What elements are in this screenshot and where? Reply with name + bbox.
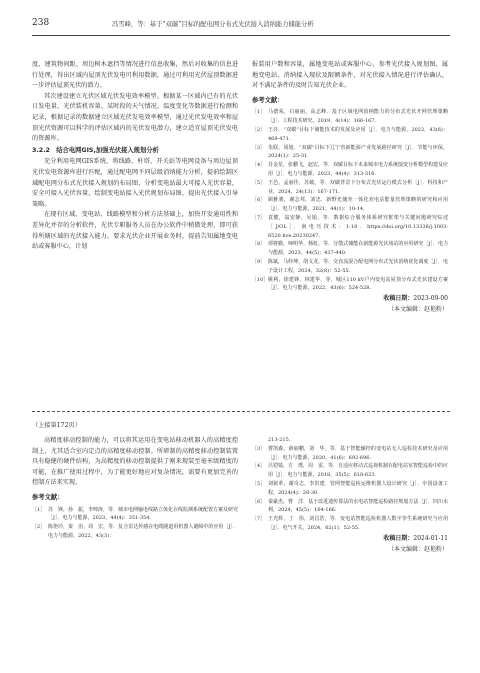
received-label: 收稿日期： <box>383 295 414 303</box>
reference-number: ［5］ <box>252 179 266 186</box>
upper-left-column <box>32 60 238 253</box>
reference-number: ［3］ <box>252 144 266 151</box>
body-paragraph: 报装用户数和容量，属地变电站或客服中心，参考光伏接入规划图，属地变电站，消纳接入现状及限额条件，对光伏接入情况进行评估确认，对不满足条件的及时告知光伏企业。 <box>252 61 448 90</box>
reference-item <box>32 523 238 541</box>
reference-item <box>252 498 448 516</box>
body-paragraph: 充分利用电网GIS系统，将线路、杆塔、开关站等电网设备与周边屋顶光伏发电资源库进行匹配，通过配电网不同层级消纳能力分析，提前绘制区域配电网分布式光伏接入规划的布局图，分析变电站最大可接入光伏容量，安全可接入光伏容量，绘制变电站接入光伏规划布局图，提出光伏接入引导策略。 <box>32 158 238 208</box>
reference-item <box>252 276 448 294</box>
reference-item <box>252 214 448 240</box>
reference-text: 顾雅骏，谢志邦，刘忠．新野光储充一体化充电站能量管理策略的研究和应用［J］．电力与能源，2021，44(1)：10-14. <box>268 197 448 213</box>
body-paragraph: 其次建设建立光伏区域光伏发电效率模型。根据某一区域内已有的光伏日发电量、光伏装机容量、某时段的天气情况、温度变化等数据进行检测和记录，根据记录的数据建立区域光伏发电效率模型，通过光伏发电效率和屋顶光伏资源可以科学的评估区域内的光伏发电潜力，建立适宜屋顶光伏发电的资源库。 <box>32 92 238 143</box>
reference-list <box>252 445 448 533</box>
reference-item <box>252 196 448 214</box>
received-date: 2024-01-11 <box>413 534 448 542</box>
reference-text: 秦豪杰，曹 洋．基于改进遗传算法的水电站智能巡检路径规划方法［J］．四川水利，2024，45(5)：164-166. <box>268 498 448 514</box>
received-date-line <box>252 533 448 544</box>
received-date: 2023-09-00 <box>413 295 448 303</box>
reference-number: ［5］ <box>252 480 266 487</box>
reference-number: ［10］ <box>252 276 269 283</box>
reference-text: 袁健，翁安静，吴娟，等．数据综合服务体系研究框架与关键问题研究综述［J/OL］．南电压技术：1-18．https://doi.org/10.13336/j.1003-6520.hve.20230247. <box>268 214 448 239</box>
lower-right-column <box>252 436 448 555</box>
reference-item <box>252 179 448 197</box>
reference-item <box>252 258 448 276</box>
body-paragraph: 在现有区域、变电站、线路模型和分析方法基础上，加快开发通用性和差异化并存的分析软件，光伏专职服务人员在办公软件中稍微处理，即可获得所辖区域的光伏接入能力。要求光伏企业开展业务时，提前告知属地变电站或客服中心，计划 <box>32 211 238 251</box>
reference-item <box>252 445 448 463</box>
header-rule <box>32 35 450 36</box>
editor-note: （本文编辑：赵艳粉） <box>387 306 448 314</box>
upper-right-paragraphs <box>252 60 448 92</box>
reference-number: ［1］ <box>252 109 266 116</box>
lower-left-paragraphs <box>32 436 238 489</box>
reference-text: 朱联，胡旭．“双碳”目标下辽宁省新能源产业发展路径研究［J］．节能与环保，2024(1)：25-31. <box>268 144 448 160</box>
reference-text: 吕铠镜，方 璞，周 雷，等．自适应移动式巡视机制在配电站室智能巡检中的应用［J］．电力与能源，2018，35(5)：618-623. <box>268 463 449 479</box>
reference-number: ［4］ <box>252 162 266 169</box>
running-title: 冯雪峰，等：基于“双碳”目标的配电网分布式光伏接入消纳能力储能分析 <box>112 21 314 28</box>
references-title: 参考文献： <box>32 493 64 501</box>
reference-number: ［2］ <box>32 524 46 531</box>
body-paragraph: 高精度移动控制的能力，可以将其运用在变电站移动机器人的高精度控制上，尤其适合室内定点的高精度移动控制。所研制的高精度移动控制装置具有稳健的硬件结构，为高精度的移动控制提供了刚来现装至毫米级精度的可能，在推广使用过程中，为了能更好地应对复杂情况，需要有更加完善的控制方法来实现。 <box>32 437 238 487</box>
reference-text: 曹凯森，薛丽鹏，刘 华，等．基于智能辅控的变电站无人巡检技术研究及应用［J］．电力与能源，2020，41(6)：692-696. <box>268 445 448 461</box>
upper-right-column <box>252 60 448 315</box>
reference-list <box>252 108 448 293</box>
section-separator <box>32 411 450 412</box>
reference-text: 马德荣，白丽丽，高志峰．基于区域电网消纳能力的分布式光伏开网管理策略［J］．工程技术研究，2019，4(14)：166-167. <box>268 109 448 125</box>
reference-text: 谭将勤，师明华，杨虹，等．分散式储能在新能源光伏场站的应用研究［J］．电力与能源，2023，44(5)：437-440. <box>268 241 448 257</box>
reference-item <box>252 515 448 533</box>
reference-item <box>252 144 448 162</box>
reference-item <box>252 126 448 144</box>
reference-text: 王光辉，丁 伟，刘昌浩，等．变电站智能巡检机器人数字孪生系统研究与应用［J］．电气开关，2024，62(1)：52-55. <box>268 516 448 531</box>
reference-text: 肖金星，张鹏飞，赵宏，等．双碳目标下未来城市电力系统演变分析模型构建及应用［J］．电力与能源，2023，44(4)：313-316. <box>268 162 449 177</box>
reference-text: 苏 锋，孙 振，李帅涛，等．城市电网输电线路立体化在线监测系统配置方案及研究［J］．电力与能源，2023，44(4)：351-354. <box>48 506 239 522</box>
reference-text: 陈斌，马仲坤，胡文龙，等．交直流混合配电网分布式光伏消纳优化调度［J］．电子设计工程，2024，32(8)：52-55. <box>268 258 448 274</box>
reference-item <box>32 506 238 524</box>
reference-text: 王邑，孟丽佳，苏破，等．双碳背景下分布式光伏运行模式分析［J］．科技和产业，2024，24(13)：167-171. <box>268 179 448 195</box>
reference-text: 姚利，徐建锋，林建华，等．城区110 kV户内变电站屋顶分布式光伏建设方案［J］．电力与能源，2022，43(6)：524-528. <box>268 276 448 292</box>
reference-number: ［8］ <box>252 241 266 248</box>
reference-number: ［7］ <box>252 214 266 221</box>
reference-list <box>32 506 238 541</box>
received-date-line <box>252 293 448 304</box>
lower-left-column <box>32 436 238 541</box>
reference-text: 陈艳玲，秦 治，周 宏，等．复合雷达传感在电缆隧道用机器人避障中的应用［J］．电力与能源，2022，43(3)： <box>48 524 238 539</box>
continued-from-note: （上接第172页） <box>32 422 81 429</box>
received-label: 收稿日期： <box>383 534 414 542</box>
reference-number: ［7］ <box>252 516 266 523</box>
body-paragraph: 度、建筑物间距、周边树木遮挡等情况进行信息收集，然后对收集的信息进行处理，得出区域内屋顶光伏发电可利用数据，通过可利用光伏屋顶数据进一步评估屋顶光伏的潜力。 <box>32 61 238 90</box>
reference-number: ［6］ <box>252 197 266 204</box>
editor-note: （本文编辑：赵艳粉） <box>387 545 448 553</box>
reference-text: 刘铭革，谢奇志，李洪建．管网智能巡检运维机器人设计研究［J］．中国设备工程，2024(4)：28-30. <box>268 480 448 496</box>
reference-item <box>252 462 448 480</box>
page-number: 238 <box>32 18 50 28</box>
reference-number: ［1］ <box>32 506 46 513</box>
reference-item <box>252 480 448 498</box>
reference-number: ［3］ <box>252 445 266 452</box>
reference-item <box>252 240 448 258</box>
reference-item <box>252 161 448 179</box>
reference-text: 王亮．“双碳”目标下储能技术的发展及应用［J］．电力与能源，2022，43(6)：469-471. <box>268 126 448 142</box>
references-title: 参考文献： <box>252 96 284 104</box>
reference-item <box>252 108 448 126</box>
reference-number: ［2］ <box>252 126 266 133</box>
section-heading: 3.2.2 结合电网GIS,加强光伏接入规划分析 <box>32 146 159 154</box>
reference-number: ［4］ <box>252 463 266 470</box>
reference-number: ［6］ <box>252 498 266 505</box>
page-header <box>32 18 450 34</box>
reference-continuation: 213-215. <box>268 437 291 443</box>
reference-number: ［9］ <box>252 258 266 265</box>
